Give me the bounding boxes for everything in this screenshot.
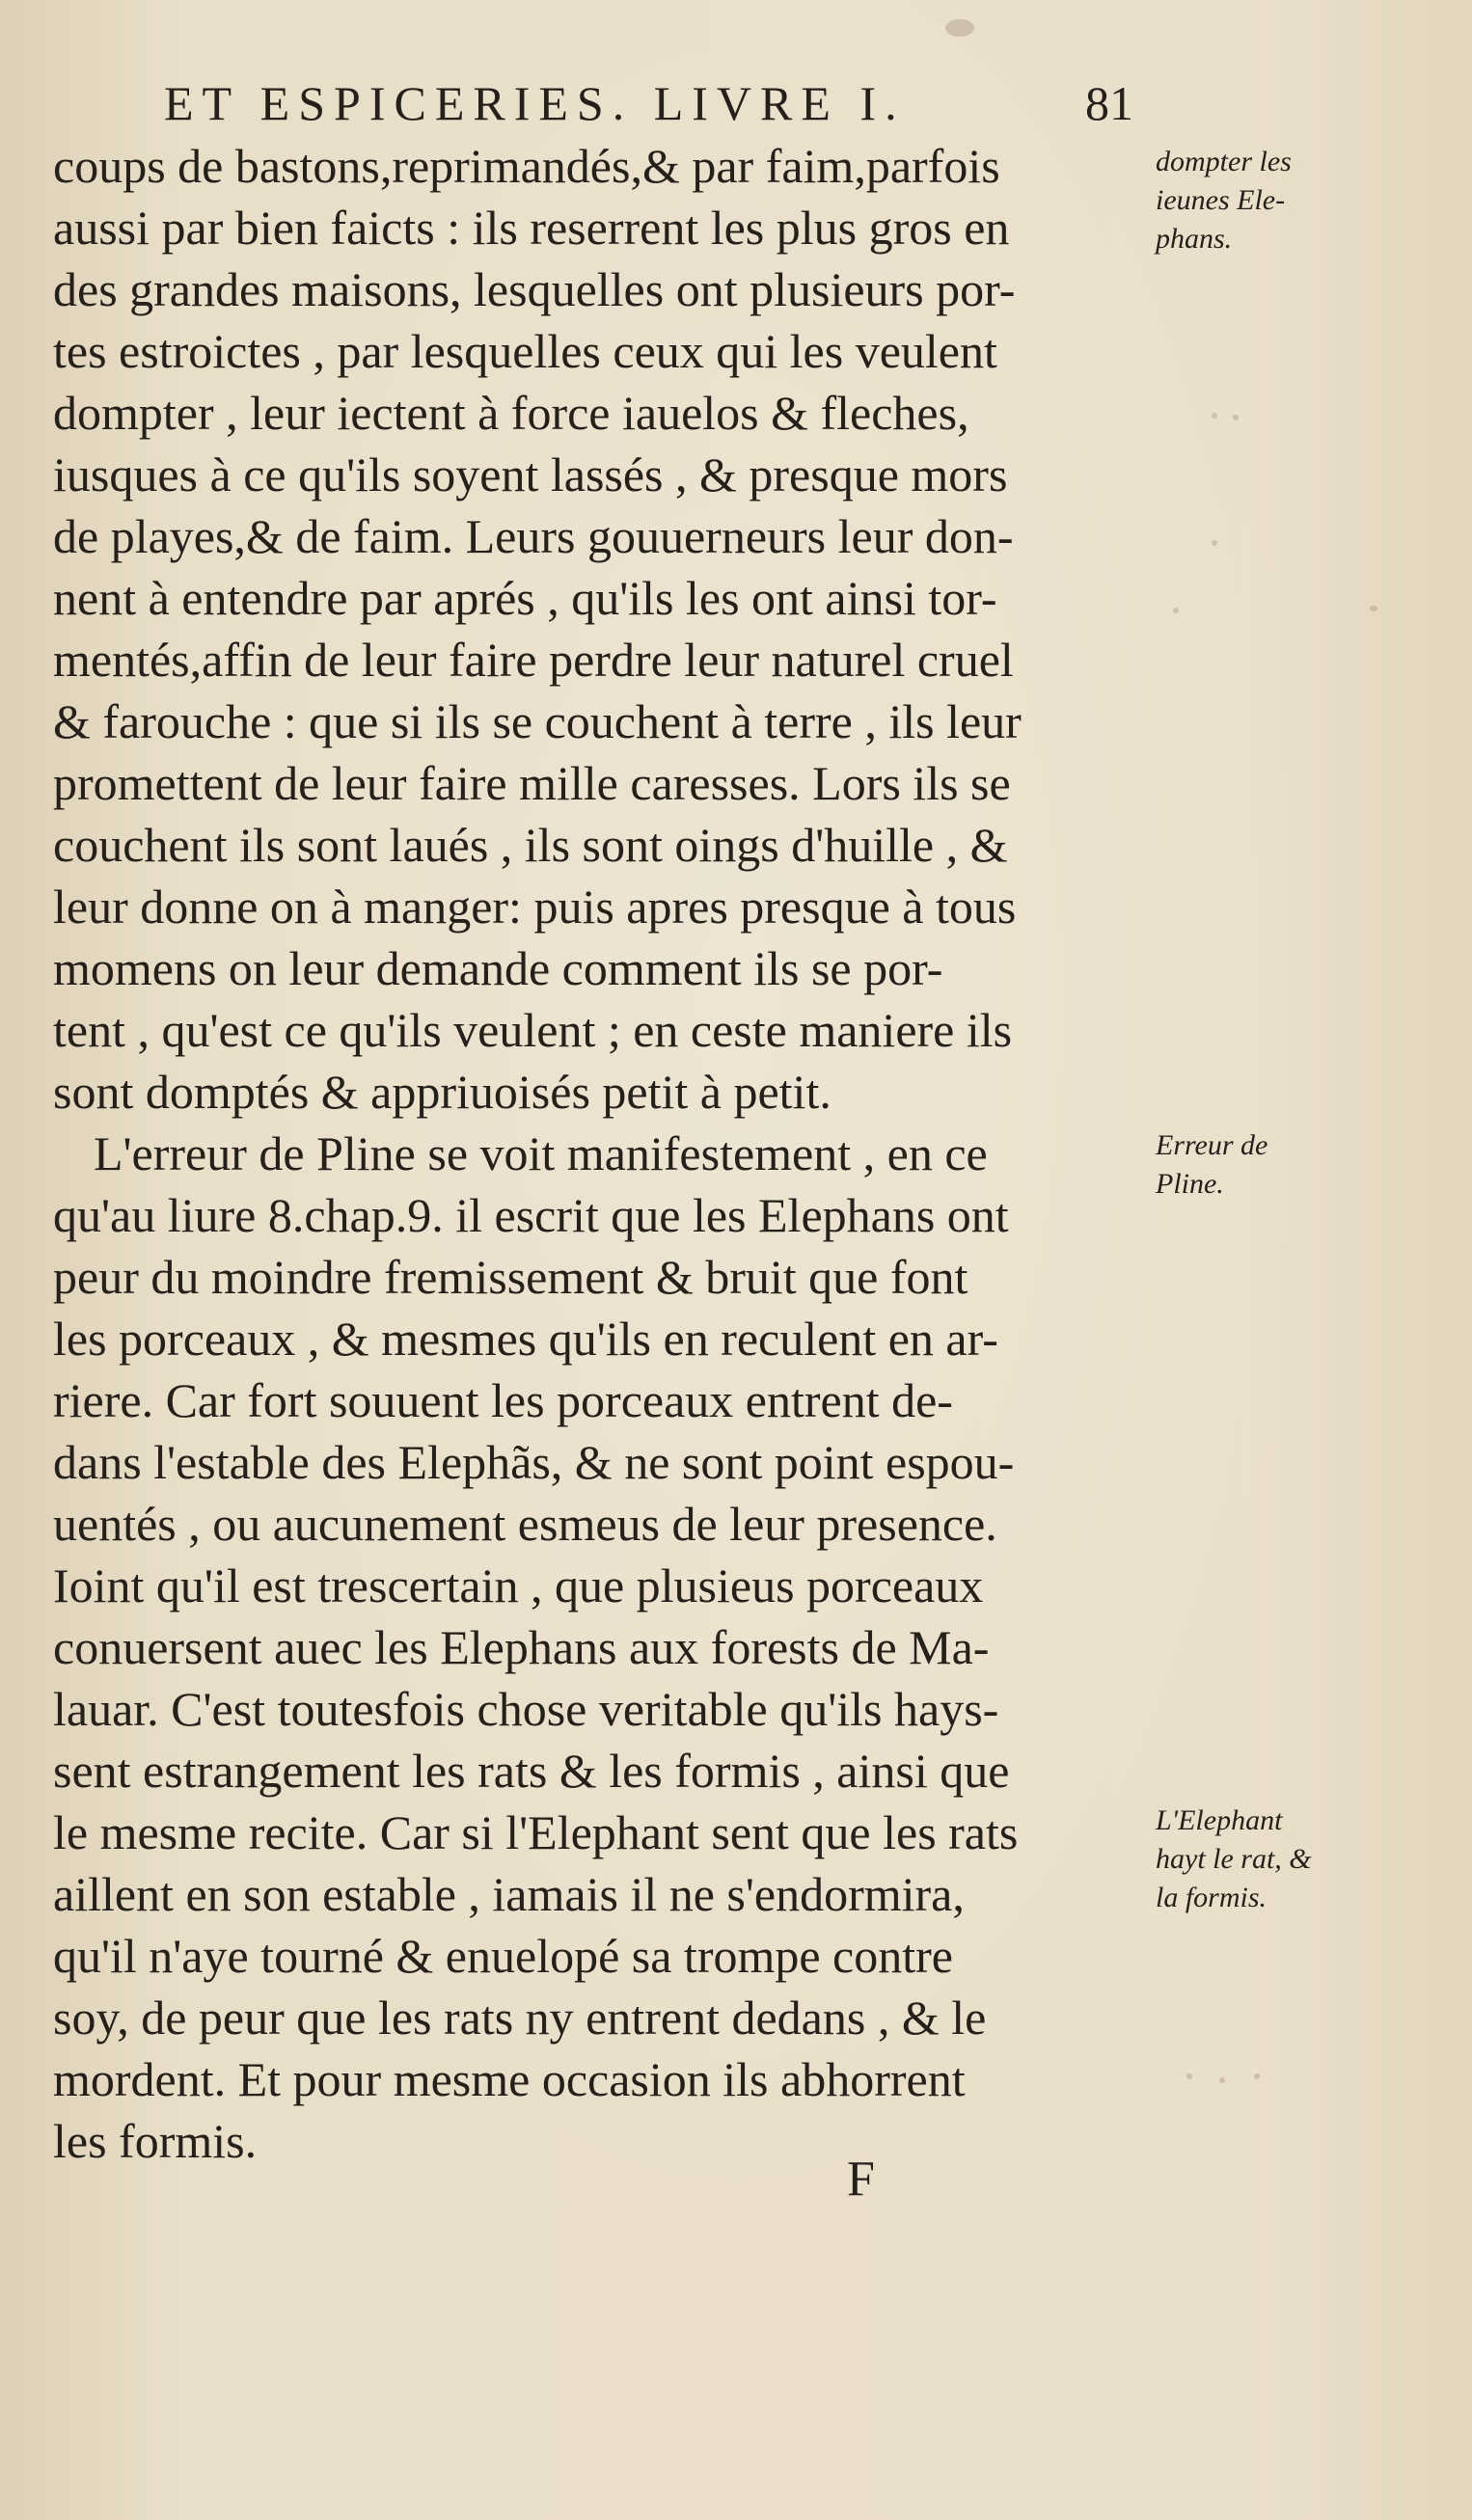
text-line: promettent de leur faire mille caresses. Lors ils se	[53, 756, 1011, 810]
text-line: aillent en son estable , iamais il ne s'endormira,	[53, 1867, 965, 1921]
text-line: peur du moindre fremissement & bruit que font	[53, 1250, 968, 1304]
text-line: coups de bastons,reprimandés,& par faim,parfois	[53, 139, 1000, 193]
text-line: les formis.	[53, 2114, 258, 2168]
running-title: ET ESPICERIES. LIVRE I.	[164, 76, 906, 130]
text-line: iusques à ce qu'ils soyent lassés , & presque mors	[53, 447, 1008, 501]
text-line: riere. Car fort souuent les porceaux entrent de-	[53, 1373, 953, 1427]
text-line: Ioint qu'il est trescertain , que plusieus porceaux	[53, 1558, 984, 1612]
text-line: qu'au liure 8.chap.9. il escrit que les Elephans ont	[53, 1188, 1009, 1242]
text-line: les porceaux , & mesmes qu'ils en reculent en ar-	[53, 1312, 998, 1366]
paper-stain	[1233, 415, 1239, 420]
margin-note-line: Erreur de	[1156, 1129, 1268, 1161]
text-line: tes estroictes , par lesquelles ceux qui les veulent	[53, 324, 997, 378]
text-line: mordent. Et pour mesme occasion ils abhorrent	[53, 2052, 966, 2106]
text-line: mentés,affin de leur faire perdre leur naturel cruel	[53, 633, 1014, 687]
text-line: momens on leur demande comment ils se por-	[53, 941, 943, 995]
text-line: des grandes maisons, lesquelles ont plusieurs por-	[53, 262, 1016, 316]
margin-note-line: L'Elephant	[1156, 1804, 1283, 1836]
paper-stain	[1219, 2077, 1225, 2083]
text-line: dompter , leur iectent à force iauelos & fleches,	[53, 386, 969, 440]
text-line: leur donne on à manger: puis apres presque à tous	[53, 880, 1017, 934]
folio-number: 81	[1085, 76, 1133, 130]
text-line: L'erreur de Pline se voit manifestement , en ce	[94, 1126, 988, 1180]
text-line: le mesme recite. Car si l'Elephant sent que les rats	[53, 1805, 1019, 1859]
margin-note-line: Pline.	[1156, 1168, 1224, 1200]
text-line: uentés , ou aucunement esmeus de leur presence.	[53, 1497, 997, 1551]
margin-note-line: dompter les	[1156, 146, 1292, 177]
text-line: nent à entendre par aprés , qu'ils les ont ainsi tor-	[53, 571, 997, 625]
text-line: dans l'estable des Elephãs, & ne sont point espou-	[53, 1435, 1015, 1489]
text-line: soy, de peur que les rats ny entrent dedans , & le	[53, 1991, 987, 2045]
margin-note-line: la formis.	[1156, 1882, 1268, 1913]
margin-note-dompter	[1156, 143, 1292, 258]
margin-note-erreur	[1156, 1126, 1268, 1204]
paper-stain	[1212, 540, 1217, 546]
paper-stain	[1173, 608, 1179, 613]
paper-stain	[1186, 2073, 1192, 2079]
text-line: qu'il n'aye tourné & enuelopé sa trompe contre	[53, 1929, 953, 1983]
paper-stain	[1370, 606, 1377, 611]
text-line: sont domptés & appriuoisés petit à petit.	[53, 1065, 831, 1119]
running-header	[164, 75, 1167, 143]
text-line: sent estrangement les rats & les formis , ainsi que	[53, 1744, 1010, 1798]
text-line: couchent ils sont laués , ils sont oings d'huille , &	[53, 818, 1008, 872]
paper-stain	[1254, 2073, 1260, 2079]
text-line: aussi par bien faicts : ils reserrent les plus gros en	[53, 201, 1010, 255]
text-line: lauar. C'est toutesfois chose veritable qu'ils hays-	[53, 1682, 999, 1736]
margin-note-line: phans.	[1156, 223, 1233, 255]
paper-stain	[1212, 413, 1217, 419]
paper-stain	[945, 19, 974, 37]
signature-mark: F	[847, 2152, 875, 2207]
margin-note-elephant	[1156, 1802, 1312, 1917]
text-line: tent , qu'est ce qu'ils veulent ; en ceste maniere ils	[53, 1003, 1013, 1057]
margin-note-line: hayt le rat, &	[1156, 1843, 1312, 1875]
margin-note-line: ieunes Ele-	[1156, 184, 1286, 216]
text-line: conuersent auec les Elephans aux forests de Ma-	[53, 1620, 990, 1674]
text-line: de playes,& de faim. Leurs gouuerneurs leur don-	[53, 509, 1014, 563]
text-line: & farouche : que si ils se couchent à terre , ils leur	[53, 694, 1022, 748]
